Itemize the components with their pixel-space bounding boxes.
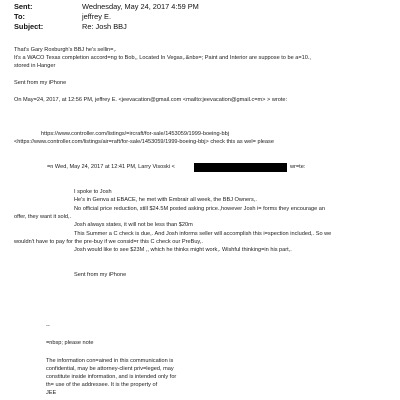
body-line: wouldn't have to pay for the pre-buy if we consid=r this C check our PreBuy,.	[14, 239, 203, 245]
body-line: offer, they want it sold,.	[14, 214, 72, 220]
subject-value: Re: Josh BBJ	[82, 22, 127, 31]
body-line: This Summer a C check is due,. And Josh informs seller will accomplish this i=spection included,. So we	[74, 231, 332, 237]
to-value: jeffrey E.	[82, 12, 112, 21]
body-line: I spoke to Josh	[74, 189, 112, 195]
quoted-header-end: wr=te:	[290, 164, 306, 170]
note-line: =nbsp; please note	[46, 340, 94, 346]
disclaimer-line: The information con=ained in this communication is	[46, 358, 174, 364]
body-line: On May=24, 2017, at 12:56 PM, jeffrey E. <jeevacation@gmail.com <mailto:jeevacation@gmail.c=m> > wrote:	[14, 97, 288, 103]
sent-label: Sent:	[14, 2, 33, 11]
to-label: To:	[14, 12, 25, 21]
quoted-header: =n Wed, May 24, 2017 at 12:41 PM, Larry Visoski <	[47, 164, 175, 170]
body-line: He's in Genva at EBACE, he met with Embrair all week, the BBJ Owners,.	[74, 197, 257, 203]
body-line: No official price reduction, still $24.5M posted asking price.,however Josh i= forms they encourage an	[74, 206, 325, 212]
body-line: Sent from my iPhone	[14, 80, 67, 86]
listing-url-angle: <https://www.controller.com/listings/air=raft/for-sale/1453059/1999-boeing-bbj> check this as wel= please	[14, 139, 274, 145]
disclaimer-line: confidential, may be attorney-client priv=leged, may	[46, 366, 174, 372]
redaction-box	[194, 163, 287, 172]
sent-value: Wednesday, May 24, 2017 4:59 PM	[82, 2, 199, 11]
body-line: Josh would like to see $23M ,, which he thinks might work,. Wishful thinking=in his part,.	[74, 247, 292, 253]
listing-url: https://www.controller.com/listings/=ircraft/for-sale/1453059/1999-boeing-bbj	[41, 131, 229, 137]
signature-separator: --	[46, 323, 50, 329]
body-line: stored in Hanger	[14, 63, 56, 69]
body-line: That's Gary Roxburgh's BBJ he's sellin=,.	[14, 47, 117, 53]
disclaimer-line: constitute inside information, and is intended only for	[46, 374, 177, 380]
body-line: It's a WACO Texas completion accord=ng to Bob,, Located In Vegas,.&nbs=; Paint and Interior are suppose to be a=10.,	[14, 55, 311, 61]
subject-label: Subject:	[14, 22, 44, 31]
body-line: Josh always states, it will not be less than $20m	[74, 222, 193, 228]
disclaimer-line: JEE	[46, 390, 57, 396]
body-line: Sent from my iPhone	[74, 272, 127, 278]
disclaimer-line: th= use of the addressee. It is the property of	[46, 382, 158, 388]
